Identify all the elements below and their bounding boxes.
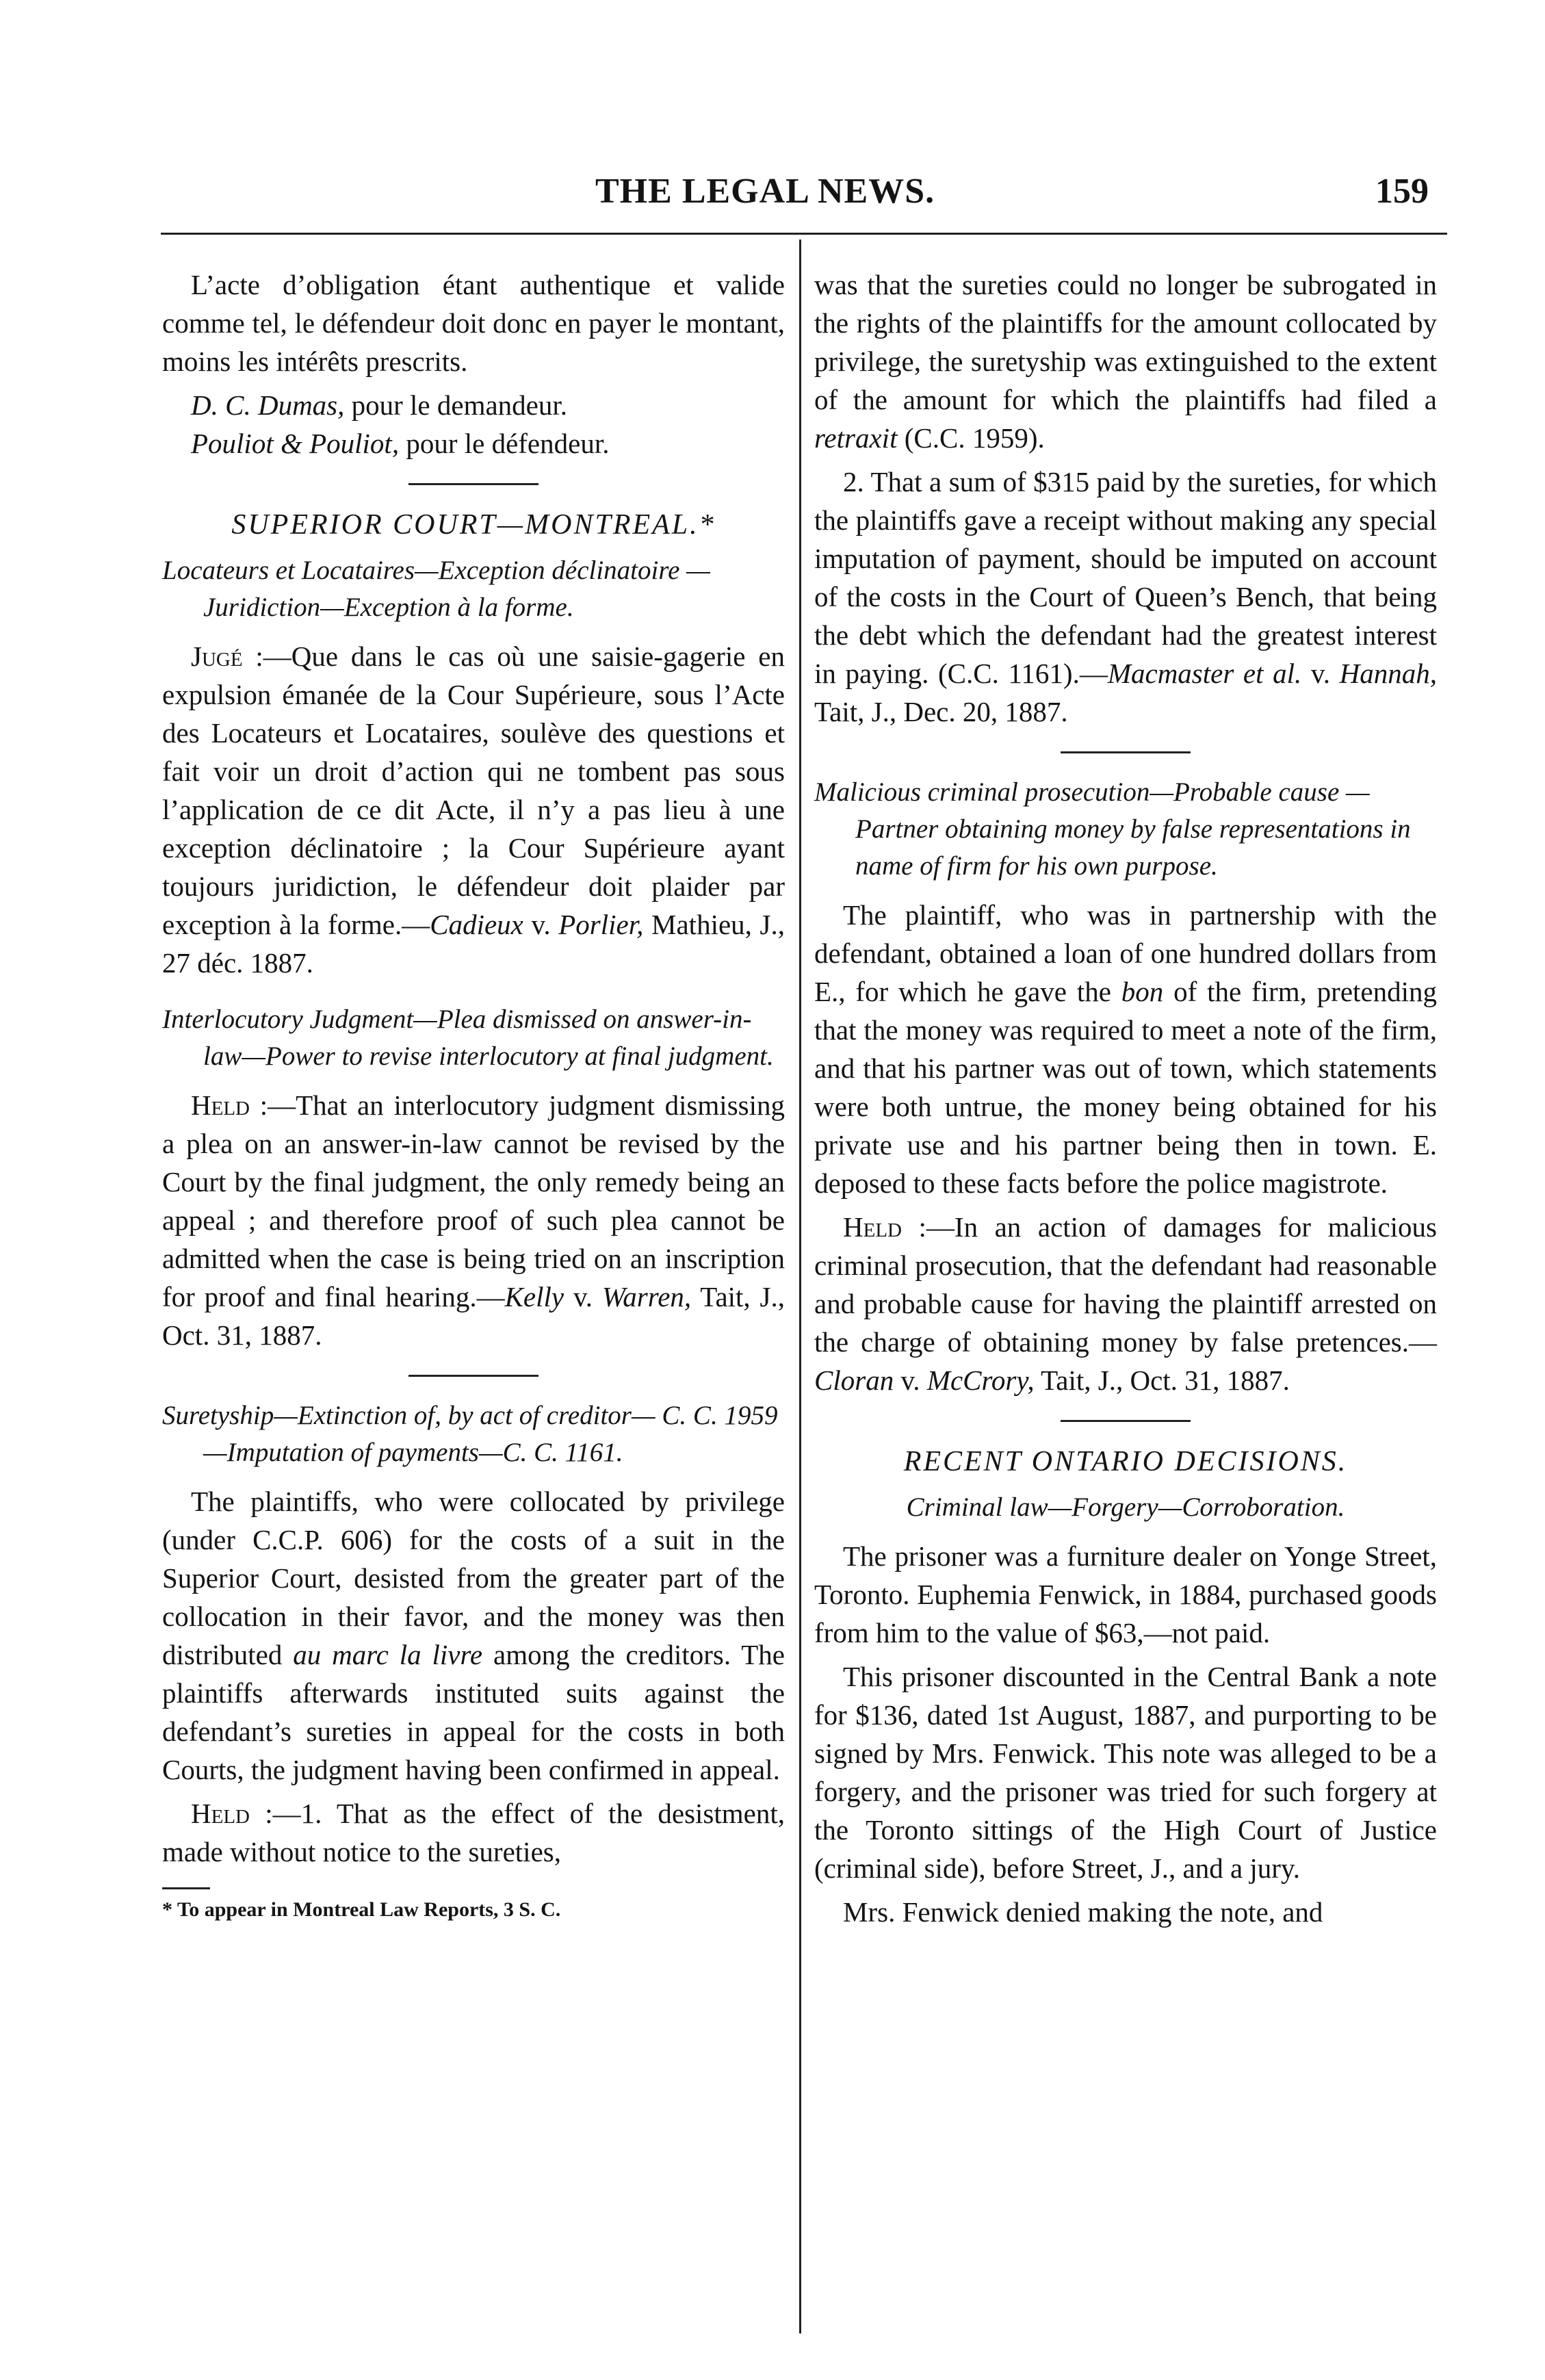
column-divider xyxy=(799,240,801,2333)
section-rule xyxy=(408,483,538,485)
case-body: Held :—That an interlocutory judgment dismissing a plea on an answer-in-law cannot be revised by the Court by the final judgment, the only remedy being an appeal ; and therefore proof of such plea cannot be admitted when the case is being tried on an inscription for proof and final hearing.—Kelly v. Warren, Tait, J., Oct. 31, 1887. xyxy=(162,1089,785,1351)
section-rule xyxy=(1061,1420,1191,1422)
case-body: Mrs. Fenwick denied making the note, and xyxy=(843,1896,1323,1928)
section-title-ontario: RECENT ONTARIO DECISIONS. xyxy=(903,1446,1348,1477)
case-label: Held xyxy=(843,1211,902,1243)
case-headnote: Locateurs et Locataires—Exception déclinatoire —Juridiction—Exception à la forme. xyxy=(162,556,710,622)
counsel-name: D. C. Dumas, xyxy=(191,389,345,421)
case-headnote: Interlocutory Judgment—Plea dismissed on answer-in-law—Power to revise interlocutory at final judgment. xyxy=(162,1005,774,1071)
case-body: The plaintiff, who was in partnership with the defendant, obtained a loan of one hundred dollars from E., for which he gave the bon of the firm, pretending that the money was required to meet a note of the firm, and that his partner was out of town, which statements were both untrue, the money being obtained for his private use and his partner being then in town. E. deposed to these facts before the police magistrote. xyxy=(814,899,1437,1199)
left-column xyxy=(162,266,785,1924)
continued-paragraph: was that the sureties could no longer be subrogated in the rights of the plaintiffs for the amount collocated by privilege, the suretyship was extinguished to the extent of the amount for which the plaintiffs had filed a retraxit (C.C. 1959). xyxy=(814,269,1437,454)
case-label: Held xyxy=(191,1089,250,1121)
case-body: The plaintiffs, who were collocated by privilege (under C.C.P. 606) for the costs of a suit in the Superior Court, desisted from the greater part of the collocation in their favor, and the money was then distributed au marc la livre among the creditors. The plaintiffs afterwards instituted suits against the defendant’s sureties in appeal for the costs in both Courts, the judgment having been confirmed in appeal. xyxy=(162,1486,785,1785)
section-title-superior-court: SUPERIOR COURT—MONTREAL.* xyxy=(231,509,716,541)
case-label: Jugé xyxy=(191,641,243,672)
right-column xyxy=(814,266,1437,1937)
case-body: The prisoner was a furniture dealer on Yonge Street, Toronto. Euphemia Fenwick, in 1884, purchased goods from him to the value of $63,—not paid. xyxy=(814,1540,1437,1648)
footnote: * To appear in Montreal Law Reports, 3 S. C. xyxy=(162,1898,561,1921)
header-rule xyxy=(161,233,1447,235)
case-divider-rule xyxy=(1061,751,1191,753)
counsel-role: pour le défendeur. xyxy=(399,428,610,459)
counsel-line-2 xyxy=(162,424,785,463)
counsel-name: Pouliot & Pouliot, xyxy=(191,428,400,459)
case-headnote: Malicious criminal prosecution—Probable cause —Partner obtaining money by false representations in name of firm for his own purpose. xyxy=(814,777,1411,881)
running-head: THE LEGAL NEWS. xyxy=(595,172,935,211)
case-held: Held :—1. That as the effect of the desistment, made without notice to the sureties, xyxy=(162,1798,785,1867)
counsel-line-1 xyxy=(162,386,785,424)
case-label: Held xyxy=(191,1798,250,1829)
opening-paragraph: L’acte d’obligation étant authentique et valide comme tel, le défendeur doit donc en payer le montant, moins les intérêts prescrits. xyxy=(162,269,785,377)
footnote-rule xyxy=(162,1887,210,1889)
case-divider-rule xyxy=(408,1375,538,1377)
case-held: Held :—In an action of damages for malicious criminal prosecution, that the defendant had reasonable and probable cause for having the plaintiff arrested on the charge of obtaining money by false pretences.—Cloran v. McCrory, Tait, J., Oct. 31, 1887. xyxy=(814,1211,1437,1396)
counsel-role: pour le demandeur. xyxy=(344,389,568,421)
case-headnote: Criminal law—Forgery—Corroboration. xyxy=(906,1492,1345,1522)
case-headnote: Suretyship—Extinction of, by act of creditor— C. C. 1959—Imputation of payments—C. C. 1161. xyxy=(162,1401,778,1467)
case-body: This prisoner discounted in the Central Bank a note for $136, dated 1st August, 1887, and purporting to be signed by Mrs. Fenwick. This note was alleged to be a forgery, and the prisoner was tried for such forgery at the Toronto sittings of the High Court of Justice (criminal side), before Street, J., and a jury. xyxy=(814,1661,1437,1884)
case-held-2: 2. That a sum of $315 paid by the sureties, for which the plaintiffs gave a receipt without making any special imputation of payment, should be imputed on account of the costs in the Court of Queen’s Bench, that being the debt which the defendant had the greatest interest in paying. (C.C. 1161).—Macmaster et al. v. Hannah, Tait, J., Dec. 20, 1887. xyxy=(814,466,1437,727)
case-body: Jugé :—Que dans le cas où une saisie-gagerie en expulsion émanée de la Cour Supérieure, sous l’Acte des Locateurs et Locataires, soulève des questions et fait voir un droit d’action qui ne tombent pas sous l’application de ce dit Acte, il n’y a pas lieu à une exception déclinatoire ; la Cour Supérieure ayant toujours juridiction, le défendeur doit plaider par exception à la forme.—Cadieux v. Porlier, Mathieu, J., 27 déc. 1887. xyxy=(162,641,786,979)
page-number: 159 xyxy=(1375,172,1429,211)
